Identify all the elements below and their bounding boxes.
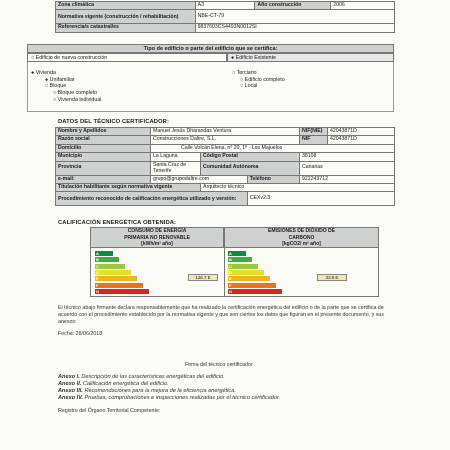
table-row (56, 10, 395, 24)
procedure-label: Procedimiento reconocido de calificación energética utilizado y versión: (56, 192, 248, 206)
table-row (56, 2, 395, 10)
table-row (56, 184, 395, 192)
tertiary-options (232, 70, 285, 90)
declaration-text: El técnico abajo firmante declara responsablemente que ha realizado la certificación energética del edificio o de la parte que se certifica de acuerdo con el procedimiento establecido por la normativa vigente y que son ciertos los datos que figuran en el presente documento, y sus anexos: (58, 305, 384, 325)
existing-building-option[interactable]: ● Edificio Existente (227, 53, 394, 62)
climate-zone-label: Zona climática (56, 2, 196, 10)
table-row (56, 144, 395, 152)
option-edificio-completo[interactable]: ○ Edificio completo (240, 76, 285, 83)
table-row (56, 136, 395, 144)
table-row (56, 192, 395, 206)
annex-item: Anexo III. Recomendaciones para la mejora de la eficiencia energética. (58, 388, 236, 394)
energy-scale (95, 251, 175, 296)
scale-bar-b: B (228, 257, 252, 262)
zip-label: Código Postal (201, 153, 300, 161)
procedure-value: CEXv2.3 (247, 192, 394, 206)
scale-bar-g: G (95, 289, 149, 294)
top-info-table (55, 1, 395, 33)
climate-zone-value: A3 (195, 2, 255, 10)
option-terciario[interactable]: ○ Terciario (232, 70, 257, 76)
degree-label: Titulación habilitante según normativa vigente (56, 184, 201, 192)
scale-bar-d: D (228, 270, 264, 275)
table-row (56, 161, 395, 175)
name-label: Nombre y Apellidos (56, 128, 151, 136)
date-text: Fecha: 28/06/2018 (58, 331, 103, 337)
option-local[interactable]: ○ Local (240, 83, 258, 90)
annex-item: Anexo II. Calificación energética del edificio. (58, 381, 169, 387)
nif2-label: NIF (300, 136, 328, 144)
energy-header: CONSUMO DE ENERGÍA PRIMARIA NO RENOVABLE [kWh/m² año] (90, 227, 224, 248)
email-value[interactable]: grupo@grupodaltre.com (151, 175, 248, 183)
cadastral-label: Referencia/s catastral/es (56, 24, 196, 32)
scale-bar-d: D (95, 270, 131, 275)
degree-value: Arquitecto técnico (201, 184, 395, 192)
nif-label: NIF(NIE) (300, 128, 328, 136)
regulation-label: Normativa vigente (construcción / rehabilitación) (56, 10, 196, 24)
table-row (56, 24, 395, 32)
registry-label: Registro del Órgano Territorial Competente: (58, 408, 161, 414)
emissions-header: EMISIONES DE DIÓXIDO DE CARBONO [kgCO2/ m² año] (224, 227, 379, 248)
scale-bar-a: A (228, 251, 246, 256)
emissions-value-marker: 33.9 E (317, 274, 347, 281)
nif-value: 42043871D (328, 128, 395, 136)
option-unifamiliar[interactable]: ● Unifamiliar (45, 76, 75, 83)
name-value: Manuel Jesús Dharandas Ventura (151, 128, 300, 136)
rating-title: CALIFICACIÓN ENERGÉTICA OBTENIDA: (58, 220, 177, 226)
option-vivienda-individual[interactable]: ○ Vivienda individual (53, 96, 102, 103)
table-row (56, 175, 395, 183)
signature-label: Firma del técnico certificador (185, 362, 253, 368)
province-label: Provincia (56, 161, 151, 175)
city-value: La Laguna (151, 153, 201, 161)
company-value: Construcciones Daltre, S.L. (151, 136, 300, 144)
scale-bar-f: F (228, 283, 276, 288)
scale-bar-c: C (228, 264, 258, 269)
province-value: Santa Cruz de Tenerife (151, 161, 201, 175)
email-label: e-mail: (56, 175, 151, 183)
construction-year-value: 2006 (331, 2, 395, 10)
emissions-scale (228, 251, 308, 296)
scale-bar-b: B (95, 257, 119, 262)
table-row (56, 128, 395, 136)
company-label: Razón social (56, 136, 151, 144)
region-label: Comunidad Autónoma (201, 161, 300, 175)
city-label: Municipio (56, 153, 151, 161)
radio-selected-icon: ● (231, 55, 236, 61)
scale-bar-a: A (95, 251, 113, 256)
address-value: Calle Volcán Elena, nº 20, 1º · Los Majuelos (151, 144, 395, 152)
building-type-header: Tipo de edificio o parte del edificio que se certifica: (27, 44, 394, 53)
cadastral-value: 9837603CS4493N0012SI (195, 24, 394, 32)
table-row (56, 153, 395, 161)
rating-divider (224, 248, 225, 297)
scale-bar-e: E (228, 276, 270, 281)
radio-icon: ○ (31, 55, 36, 61)
phone-label: Teléfono (247, 175, 299, 183)
technician-title: DATOS DEL TÉCNICO CERTIFICADOR: (58, 119, 169, 125)
annex-list (58, 374, 398, 402)
annex-item: Anexo IV. Pruebas, comprobaciones e inspecciones realizadas por el técnico certificador. (58, 395, 281, 401)
scale-bar-e: E (95, 276, 137, 281)
technician-table (55, 127, 395, 206)
annex-item: Anexo I. Descripción de las características energéticas del edificio. (58, 374, 225, 380)
nif2-value: 42043871D (328, 136, 395, 144)
construction-year-label: Año construcción (255, 2, 331, 10)
region-value: Canarias (300, 161, 395, 175)
residential-options (31, 70, 101, 104)
zip-value: 38108 (300, 153, 395, 161)
regulation-value: NBE-CT-79 (195, 10, 394, 24)
phone-value: 922243712 (300, 175, 395, 183)
scale-bar-f: F (95, 283, 143, 288)
new-building-option[interactable]: ○ Edificio de nueva construcción (27, 53, 227, 62)
scale-bar-c: C (95, 264, 125, 269)
address-label: Domicilio (56, 144, 151, 152)
option-bloque[interactable]: ○ Bloque (45, 83, 67, 90)
option-bloque-completo[interactable]: ○ Bloque completo (53, 90, 98, 97)
option-vivienda[interactable]: ● Vivienda (31, 70, 56, 76)
energy-value-marker: 126.7 E (188, 274, 218, 281)
scale-bar-g: G (228, 289, 282, 294)
